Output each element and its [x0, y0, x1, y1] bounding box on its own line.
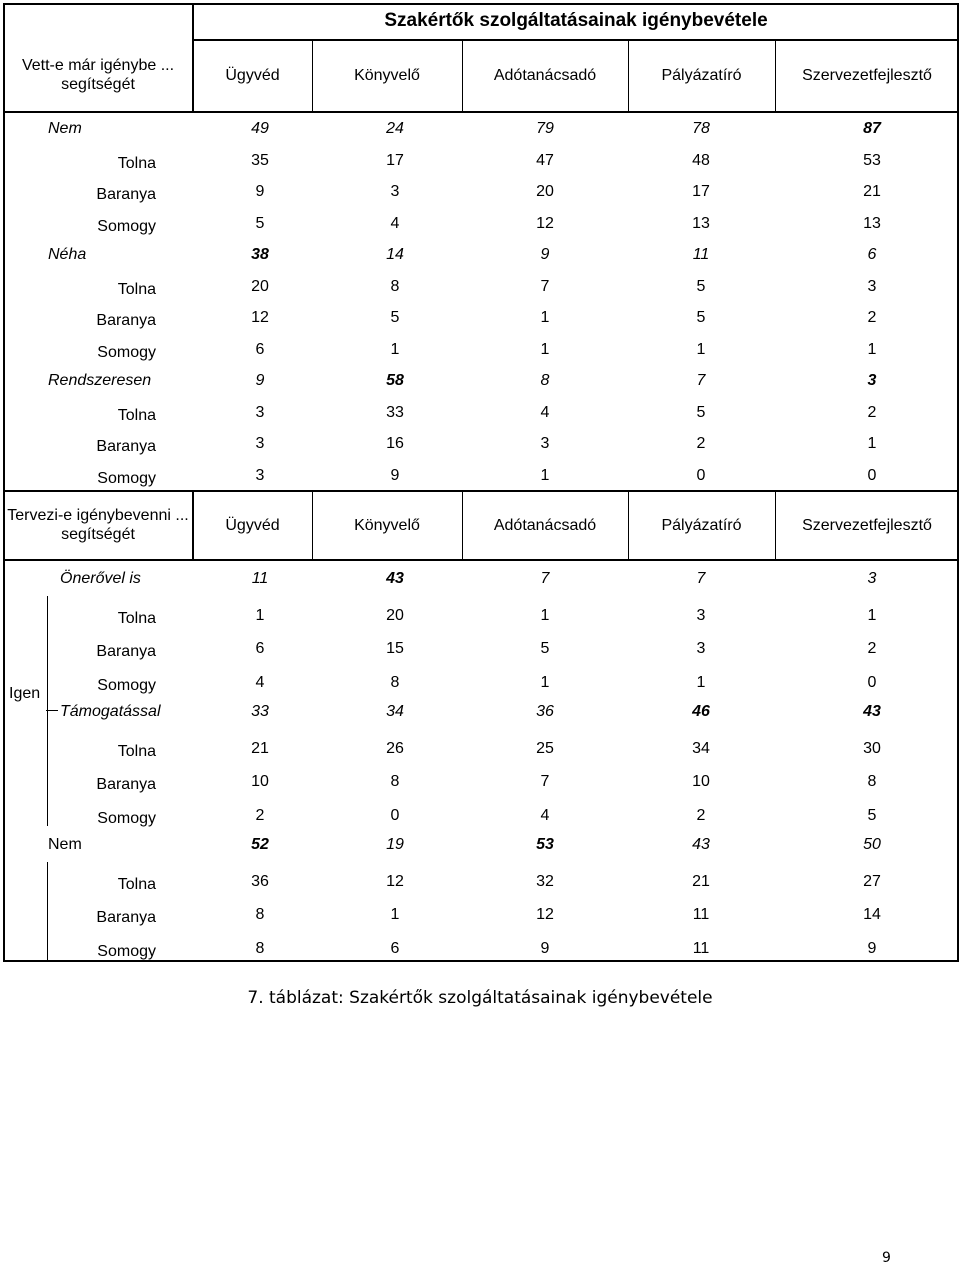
value-cell: 1	[867, 435, 877, 452]
value-cell: 2	[255, 807, 265, 824]
value-cell: 36	[536, 703, 554, 720]
value-cell: 3	[255, 403, 265, 421]
county-row	[0, 208, 960, 240]
value-cell: 3	[255, 435, 265, 452]
value-cell: 8	[390, 277, 400, 295]
value-cell: 5	[696, 277, 706, 295]
value-cell: 20	[251, 277, 269, 295]
value-cell: 1	[867, 340, 877, 358]
county-row	[0, 600, 960, 632]
value-cell: 0	[390, 807, 400, 824]
value-cell: 7	[696, 372, 706, 389]
county-label: Tolna	[117, 743, 156, 760]
value-cell: 1	[390, 906, 400, 923]
value-cell: 58	[386, 372, 404, 389]
value-cell: 33	[386, 403, 404, 421]
value-cell: 9	[540, 246, 550, 263]
value-cell: 11	[692, 906, 710, 923]
value-cell: 12	[536, 214, 554, 232]
value-cell: 15	[386, 640, 404, 657]
value-cell: 5	[255, 214, 265, 232]
value-cell: 17	[386, 151, 404, 169]
value-cell: 21	[251, 740, 269, 757]
county-label: Somogy	[97, 217, 156, 235]
value-cell: 12	[251, 309, 269, 326]
column-header: Pályázatíró	[661, 67, 742, 84]
value-cell: 3	[867, 570, 877, 587]
group-row	[0, 113, 960, 145]
value-cell: 2	[696, 435, 706, 452]
value-cell: 3	[390, 183, 400, 200]
county-row	[0, 302, 960, 334]
value-cell: 34	[386, 703, 404, 720]
group-label: Nem	[48, 836, 82, 853]
column-header: Könyvelő	[354, 67, 420, 84]
value-cell: 12	[536, 906, 554, 923]
county-row	[0, 145, 960, 177]
value-cell: 21	[863, 183, 881, 200]
column-header: Szervezetfejlesztő	[802, 516, 932, 534]
value-cell: 2	[867, 403, 877, 421]
value-cell: 50	[863, 836, 881, 853]
value-cell: 3	[696, 607, 706, 624]
value-cell: 1	[255, 607, 265, 624]
value-cell: 4	[255, 674, 265, 691]
section2-header-label: Tervezi-e igénybevenni ... segítségét	[7, 507, 189, 543]
value-cell: 7	[540, 277, 550, 295]
column-header: Adótanácsadó	[493, 67, 597, 84]
value-cell: 1	[540, 674, 550, 691]
value-cell: 53	[863, 151, 881, 169]
county-label: Baranya	[96, 312, 156, 329]
value-cell: 13	[692, 214, 710, 232]
value-cell: 48	[692, 151, 710, 169]
value-cell: 1	[540, 309, 550, 326]
county-row	[0, 271, 960, 303]
value-cell: 17	[692, 183, 710, 200]
value-cell: 8	[255, 906, 265, 923]
value-cell: 3	[867, 372, 877, 389]
value-cell: 2	[696, 807, 706, 824]
county-row	[0, 633, 960, 665]
value-cell: 87	[863, 120, 881, 137]
value-cell: 4	[390, 214, 400, 232]
value-cell: 8	[390, 674, 400, 691]
value-cell: 9	[255, 183, 265, 200]
county-row	[0, 334, 960, 366]
county-row	[0, 176, 960, 208]
county-label: Somogy	[97, 677, 156, 694]
value-cell: 1	[540, 607, 550, 624]
value-cell: 7	[696, 570, 706, 587]
value-cell: 8	[540, 372, 550, 389]
county-row	[0, 766, 960, 798]
county-row	[0, 460, 960, 492]
value-cell: 1	[540, 466, 550, 484]
group-label: Támogatással	[60, 703, 161, 720]
value-cell: 10	[692, 773, 710, 790]
group-row	[0, 239, 960, 271]
value-cell: 5	[540, 640, 550, 657]
value-cell: 1	[390, 340, 400, 358]
county-label: Baranya	[96, 438, 156, 455]
county-label: Somogy	[97, 943, 156, 960]
value-cell: 2	[867, 309, 877, 326]
value-cell: 1	[540, 340, 550, 358]
value-cell: 38	[251, 246, 269, 263]
value-cell: 4	[540, 807, 550, 824]
county-row	[0, 899, 960, 931]
value-cell: 11	[692, 940, 710, 957]
county-label: Baranya	[96, 776, 156, 793]
value-cell: 52	[251, 836, 269, 853]
county-label: Tolna	[117, 280, 156, 298]
value-cell: 47	[536, 151, 554, 169]
value-cell: 35	[251, 151, 269, 169]
value-cell: 7	[540, 773, 550, 790]
value-cell: 8	[255, 940, 265, 957]
value-cell: 20	[536, 183, 554, 200]
value-cell: 16	[386, 435, 404, 452]
county-row	[0, 933, 960, 965]
value-cell: 14	[386, 246, 404, 263]
table-title: Szakértők szolgáltatásainak igénybevétele	[384, 10, 768, 31]
column-header: Ügyvéd	[225, 516, 280, 534]
value-cell: 43	[692, 836, 710, 853]
county-label: Tolna	[117, 876, 156, 893]
column-header: Ügyvéd	[225, 67, 280, 84]
value-cell: 2	[867, 640, 877, 657]
county-label: Baranya	[96, 909, 156, 926]
value-cell: 1	[696, 340, 706, 358]
value-cell: 8	[390, 773, 400, 790]
value-cell: 1	[867, 607, 877, 624]
value-cell: 5	[390, 309, 400, 326]
value-cell: 6	[255, 640, 265, 657]
group-label: Rendszeresen	[48, 372, 152, 389]
value-cell: 20	[386, 607, 404, 624]
value-cell: 5	[696, 309, 706, 326]
value-cell: 9	[255, 372, 265, 389]
page-number: 9	[882, 1250, 891, 1266]
igen-label: Igen	[9, 685, 41, 702]
value-cell: 3	[540, 435, 550, 452]
group-label: Nem	[48, 120, 82, 137]
county-label: Tolna	[117, 154, 156, 172]
value-cell: 3	[255, 466, 265, 484]
value-cell: 9	[390, 466, 400, 484]
group-row	[0, 696, 960, 728]
value-cell: 6	[255, 340, 265, 358]
value-cell: 78	[692, 120, 710, 137]
county-row	[0, 733, 960, 765]
section1-header-label: Vett-e már igénybe ... segítségét	[21, 57, 175, 93]
column-header: Adótanácsadó	[493, 516, 597, 534]
county-label: Somogy	[97, 469, 156, 487]
value-cell: 33	[251, 703, 269, 720]
value-cell: 11	[692, 246, 710, 263]
value-cell: 32	[536, 873, 554, 890]
county-row	[0, 667, 960, 699]
value-cell: 9	[540, 940, 550, 957]
value-cell: 30	[863, 740, 881, 757]
value-cell: 5	[696, 403, 706, 421]
value-cell: 0	[867, 674, 877, 691]
value-cell: 26	[386, 740, 404, 757]
column-header: Könyvelő	[354, 516, 420, 534]
county-label: Tolna	[117, 610, 156, 627]
value-cell: 6	[867, 246, 877, 263]
value-cell: 49	[251, 120, 269, 137]
group-row	[0, 563, 960, 595]
county-row	[0, 397, 960, 429]
value-cell: 3	[696, 640, 706, 657]
value-cell: 11	[251, 570, 269, 587]
value-cell: 14	[863, 906, 881, 923]
table-caption: 7. táblázat: Szakértők szolgáltatásainak igénybevétele	[247, 988, 713, 1008]
header2-bottom	[3, 559, 959, 561]
group-row	[0, 829, 960, 861]
county-label: Tolna	[117, 406, 156, 424]
value-cell: 10	[251, 773, 269, 790]
value-cell: 43	[863, 703, 881, 720]
value-cell: 36	[251, 873, 269, 890]
value-cell: 1	[696, 674, 706, 691]
county-label: Somogy	[97, 810, 156, 827]
value-cell: 3	[867, 277, 877, 295]
value-cell: 0	[867, 466, 877, 484]
county-label: Baranya	[96, 643, 156, 660]
county-row	[0, 800, 960, 832]
value-cell: 25	[536, 740, 554, 757]
group-row	[0, 365, 960, 397]
county-label: Somogy	[97, 343, 156, 361]
value-cell: 46	[692, 703, 710, 720]
value-cell: 21	[692, 873, 710, 890]
group-label: Önerővel is	[60, 570, 141, 587]
county-row	[0, 866, 960, 898]
value-cell: 13	[863, 214, 881, 232]
value-cell: 7	[540, 570, 550, 587]
value-cell: 27	[863, 873, 881, 890]
county-row	[0, 428, 960, 460]
value-cell: 0	[696, 466, 706, 484]
group-label: Néha	[48, 246, 87, 263]
value-cell: 53	[536, 836, 554, 853]
column-header: Szervezetfejlesztő	[802, 67, 932, 84]
value-cell: 4	[540, 403, 550, 421]
value-cell: 6	[390, 940, 400, 957]
value-cell: 79	[536, 120, 554, 137]
column-header: Pályázatíró	[661, 516, 742, 534]
value-cell: 19	[386, 836, 404, 853]
value-cell: 34	[692, 740, 710, 757]
value-cell: 43	[386, 570, 404, 587]
county-label: Baranya	[96, 186, 156, 203]
value-cell: 9	[867, 940, 877, 957]
value-cell: 24	[386, 120, 404, 137]
value-cell: 8	[867, 773, 877, 790]
value-cell: 5	[867, 807, 877, 824]
value-cell: 12	[386, 873, 404, 890]
